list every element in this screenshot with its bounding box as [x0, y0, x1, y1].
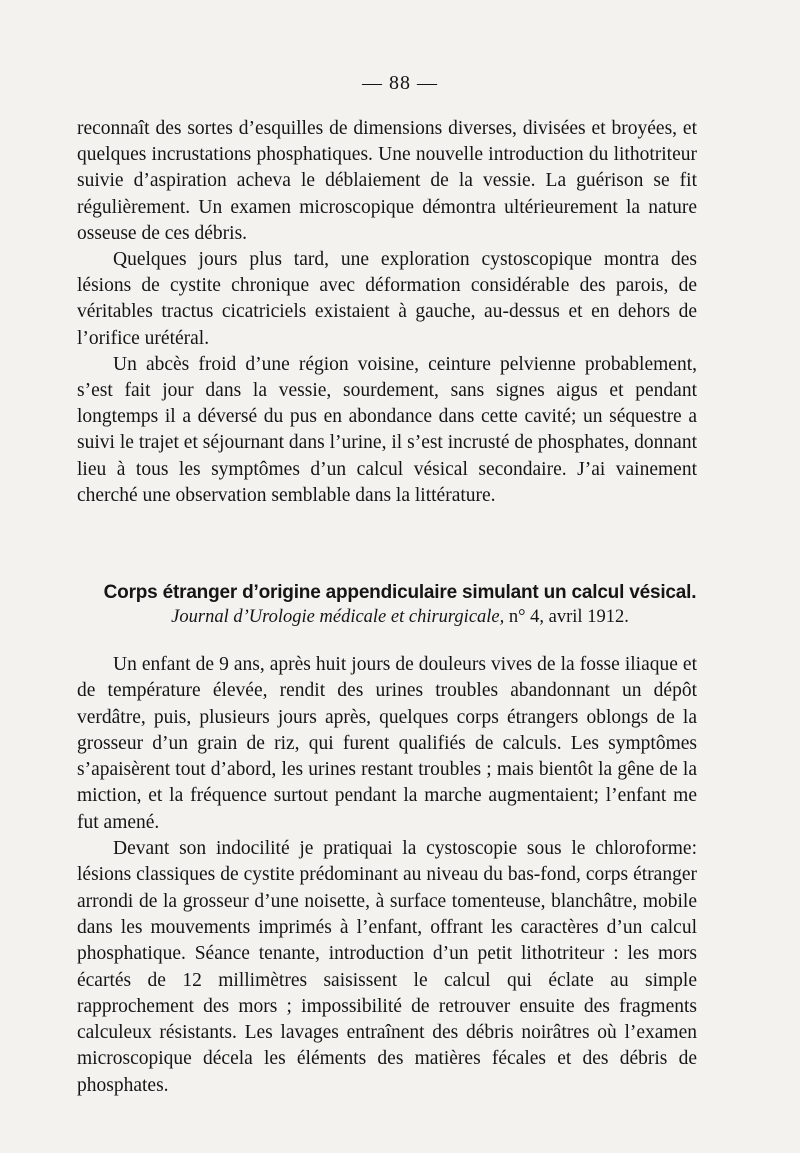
journal-name: Journal d’Urologie médicale et chirurgicale,: [171, 607, 505, 627]
section-1-text: [77, 116, 697, 509]
paragraph-5: Devant son indocilité je pratiquai la cystoscopie sous le chloroforme: lésions classiques de cystite prédominant au niveau du bas-fond, corps étranger arrondi de la grosseur d’une noisette, à surface tomenteuse, blanchâtre, mobile dans les mouvements imprimés à l’enfant, offrant les caractères d’un calcul phosphatique. Séance tenante, introduction d’un petit lithotriteur : les mors écartés de 12 millimètres saisissent le calcul qui éclate au simple rapprochement des mors ; impossibilité de retrouver ensuite des fragments calculeux résistants. Les lavages entraînent des débris noirâtres où l’examen microscopique décela les éléments des matières fécales et des débris de phosphates.: [77, 838, 697, 1096]
journal-issue: n° 4, avril 1912.: [508, 607, 629, 627]
paragraph-3: Un abcès froid d’une région voisine, ceinture pelvienne probablement, s’est fait jour dans la vessie, sourdement, sans signes aigus et pendant longtemps il a déversé du pus en abondance dans cette cavité; un séquestre a suivi le trajet et séjournant dans l’urine, il s’est incrusté de phosphates, donnant lieu à tous les symptômes d’un calcul vésical secondaire. J’ai vainement cherché une observation semblable dans la littérature.: [77, 353, 697, 506]
article-citation: [0, 607, 800, 628]
paragraph-4: Un enfant de 9 ans, après huit jours de douleurs vives de la fosse iliaque et de température élevée, rendit des urines troubles abandonnant un dépôt verdâtre, puis, plusieurs jours après, quelques corps étrangers oblongs de la grosseur d’un grain de riz, qui furent qualifiés de calculs. Les symptômes s’apaisèrent tout d’abord, les urines restant troubles ; mais bientôt la gêne de la miction, et la fréquence surtout pendant la marche augmentaient; l’enfant me fut amené.: [77, 654, 697, 833]
article-title: Corps étranger d’origine appendiculaire simulant un calcul vésical.: [103, 582, 697, 603]
page-number: — 88 —: [362, 72, 438, 94]
paragraph-2: Quelques jours plus tard, une exploration cystoscopique montra des lésions de cystite chronique avec déformation considérable des parois, de véritables tractus cicatriciels existaient à gauche, au-dessus et en dehors de l’orifice urétéral.: [77, 249, 697, 349]
section-2-text: [77, 652, 697, 1099]
paragraph-1: reconnaît des sortes d’esquilles de dimensions diverses, divisées et broyées, et quelques incrustations phosphatiques. Une nouvelle introduction du lithotriteur suivie d’aspiration acheva le déblaiement de la vessie. La guérison se fit régulièrement. Un examen microscopique démontra ultérieurement la nature osseuse de ces débris.: [77, 118, 697, 244]
